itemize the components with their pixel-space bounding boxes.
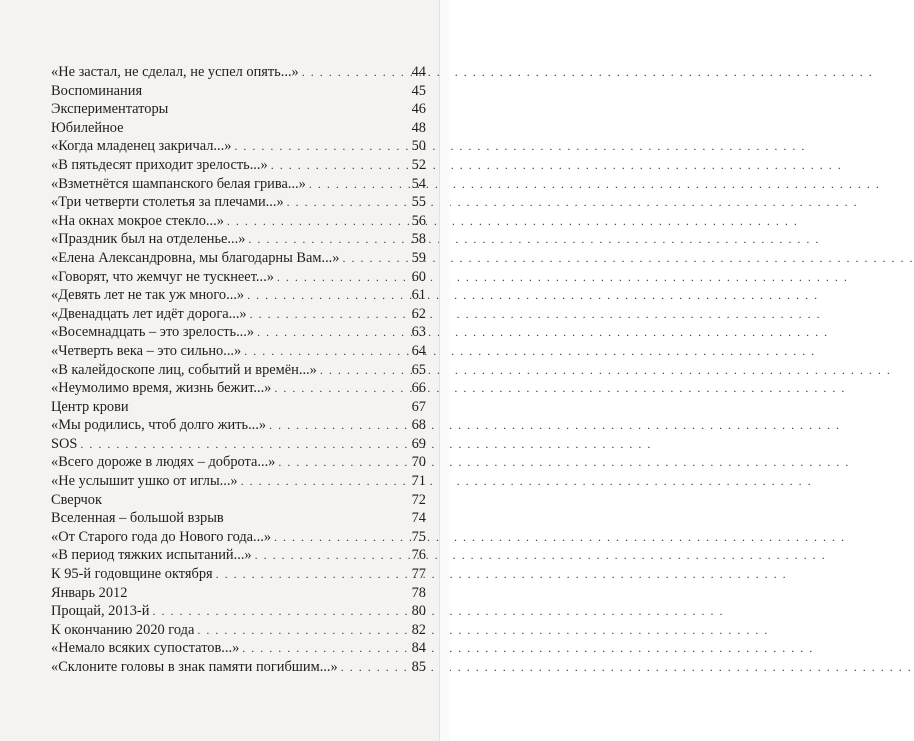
toc-entry-dot-leader	[269, 416, 409, 435]
toc-entry-title: Воспоминания	[51, 82, 143, 99]
toc-entry	[51, 100, 426, 119]
toc-entry-page-number: 56	[411, 212, 426, 229]
toc-entry	[51, 63, 426, 82]
toc-entry-dot-leader	[274, 379, 408, 398]
toc-entry-page-number: 48	[411, 119, 426, 136]
toc-entry	[51, 249, 426, 268]
toc-entry-title: «Склоните головы в знак памяти погибшим...»	[51, 659, 338, 675]
toc-entry-title: «Не застал, не сделал, не успел опять...»	[51, 64, 299, 80]
toc-entry-dot-leader	[248, 230, 408, 249]
toc-entry-title: Экспериментаторы	[51, 101, 169, 118]
toc-entry-title: «Говорят, что жемчуг не тускнеет...»	[51, 268, 274, 285]
toc-entry-dot-leader	[342, 249, 408, 268]
toc-entry-page-number: 45	[411, 82, 426, 99]
toc-entry-title: SOS	[51, 435, 78, 452]
toc-entry-page-number: 77	[411, 566, 426, 583]
toc-entry-title: «В период тяжких испытаний...»	[51, 547, 252, 564]
toc-entry-page-number: 44	[411, 64, 426, 80]
toc-entry-dot-leader	[274, 528, 409, 547]
toc-entry-title: К 95-й годовщине октября	[51, 566, 213, 583]
toc-entry-page-number: 62	[411, 305, 426, 322]
toc-entry	[51, 379, 426, 398]
toc-entry-page-number: 46	[411, 101, 426, 118]
book-page	[0, 0, 439, 741]
toc-entry-title: «Восемнадцать – это зрелость...»	[51, 324, 255, 341]
toc-entry-title: «Неумолимо время, жизнь бежит...»	[51, 380, 272, 397]
toc-entry-dot-leader	[278, 453, 408, 472]
toc-entry	[51, 639, 426, 658]
toc-entry-title: Сверчок	[51, 491, 102, 508]
toc-entry-title: Юбилейное	[51, 119, 124, 136]
toc-entry-dot-leader	[271, 156, 409, 175]
toc-entry-title: Прощай, 2013-й	[51, 603, 150, 620]
toc-entry-dot-leader	[302, 63, 409, 82]
toc-entry	[51, 137, 426, 156]
toc-entry-page-number: 64	[411, 342, 426, 359]
toc-entry	[51, 416, 426, 435]
toc-entry	[51, 82, 426, 101]
toc-entry-title: «Праздник был на отделенье...»	[51, 231, 246, 248]
toc-entry	[51, 323, 426, 342]
toc-entry-page-number: 82	[411, 621, 426, 638]
toc-entry-title: «Мы родились, чтоб долго жить...»	[51, 417, 267, 434]
toc-entry	[51, 565, 426, 584]
toc-entry-page-number: 59	[411, 249, 426, 266]
toc-entry	[51, 268, 426, 287]
toc-entry-page-number: 72	[411, 491, 426, 508]
toc-entry-title: Центр крови	[51, 398, 129, 415]
toc-entry-dot-leader	[255, 546, 409, 565]
toc-entry-page-number: 78	[411, 584, 426, 601]
toc-entry-page-number: 50	[411, 138, 426, 155]
toc-entry	[51, 602, 426, 621]
toc-entry	[51, 175, 426, 194]
toc-entry	[51, 305, 426, 324]
toc-entry-dot-leader	[152, 602, 408, 621]
toc-entry-dot-leader	[234, 137, 408, 156]
toc-entry-title: Январь 2012	[51, 584, 128, 601]
toc-entry-page-number: 74	[411, 510, 426, 527]
toc-entry-page-number: 63	[411, 324, 426, 341]
toc-entry-page-number: 55	[411, 194, 426, 211]
toc-entry	[51, 584, 426, 603]
toc-entry	[51, 398, 426, 417]
toc-entry-page-number: 66	[411, 380, 426, 397]
toc-entry-title: «От Старого года до Нового года...»	[51, 528, 272, 545]
toc-entry-title: «Четверть века – это сильно...»	[51, 342, 242, 359]
toc-entry-title: «На окнах мокрое стекло...»	[51, 212, 224, 229]
toc-entry	[51, 453, 426, 472]
toc-entry-title: «Не услышит ушко от иглы...»	[51, 473, 238, 490]
toc-entry	[51, 212, 426, 231]
toc-entry-page-number: 69	[411, 435, 426, 452]
toc-entry-title: «Три четверти столетья за плечами...»	[51, 194, 284, 211]
toc-entry-page-number: 61	[411, 287, 426, 304]
toc-entry-dot-leader	[341, 658, 409, 677]
toc-entry-page-number: 75	[411, 528, 426, 545]
toc-entry-page-number: 54	[411, 175, 426, 192]
toc-entry-title: Вселенная – большой взрыв	[51, 510, 224, 527]
toc-entry-page-number: 84	[411, 640, 426, 657]
toc-entry-dot-leader	[309, 175, 409, 194]
toc-entry-dot-leader	[80, 435, 408, 454]
toc-entry	[51, 491, 426, 510]
toc-entry-page-number: 85	[411, 659, 426, 675]
table-of-contents	[51, 63, 426, 677]
toc-entry	[51, 509, 426, 528]
toc-entry-dot-leader	[227, 212, 409, 231]
toc-entry-title: «Девять лет не так уж много...»	[51, 287, 245, 304]
toc-entry	[51, 546, 426, 565]
toc-entry	[51, 156, 426, 175]
toc-entry	[51, 342, 426, 361]
toc-entry	[51, 119, 426, 138]
toc-entry-page-number: 67	[411, 398, 426, 415]
toc-entry	[51, 286, 426, 305]
toc-entry	[51, 361, 426, 380]
toc-entry-page-number: 52	[411, 156, 426, 173]
toc-entry	[51, 230, 426, 249]
toc-entry-dot-leader	[320, 361, 409, 380]
toc-entry-dot-leader	[241, 472, 409, 491]
toc-entry-page-number: 70	[411, 454, 426, 471]
toc-entry-dot-leader	[287, 193, 409, 212]
toc-entry-title: «В калейдоскопе лиц, событий и времён...»	[51, 361, 317, 378]
toc-entry-dot-leader	[250, 305, 409, 324]
toc-entry	[51, 193, 426, 212]
toc-entry-title: «Двенадцать лет идёт дорога...»	[51, 305, 247, 322]
toc-entry	[51, 658, 426, 677]
toc-entry-title: «Когда младенец закричал...»	[51, 138, 232, 155]
toc-entry	[51, 621, 426, 640]
toc-entry-title: «В пятьдесят приходит зрелость...»	[51, 156, 268, 173]
toc-entry-dot-leader	[197, 621, 408, 640]
toc-entry-page-number: 60	[411, 268, 426, 285]
toc-entry-dot-leader	[216, 565, 409, 584]
toc-entry-page-number: 65	[411, 361, 426, 378]
toc-entry	[51, 435, 426, 454]
toc-entry-title: «Взметнётся шампанского белая грива...»	[51, 175, 306, 192]
page-edge	[439, 0, 450, 741]
toc-entry-page-number: 68	[411, 417, 426, 434]
toc-entry-dot-leader	[247, 286, 409, 305]
toc-entry-dot-leader	[242, 639, 408, 658]
toc-entry-dot-leader	[257, 323, 409, 342]
toc-entry-page-number: 58	[411, 231, 426, 248]
toc-entry-title: «Всего дороже в людях – доброта...»	[51, 454, 276, 471]
toc-entry-dot-leader	[244, 342, 408, 361]
toc-entry-title: К окончанию 2020 года	[51, 621, 195, 638]
toc-entry-title: «Елена Александровна, мы благодарны Вам...»	[51, 249, 340, 266]
toc-entry-page-number: 71	[411, 473, 426, 490]
toc-entry	[51, 528, 426, 547]
toc-entry	[51, 472, 426, 491]
toc-entry-page-number: 76	[411, 547, 426, 564]
toc-entry-page-number: 80	[411, 603, 426, 620]
toc-entry-title: «Немало всяких супостатов...»	[51, 640, 240, 657]
toc-entry-dot-leader	[277, 268, 409, 287]
